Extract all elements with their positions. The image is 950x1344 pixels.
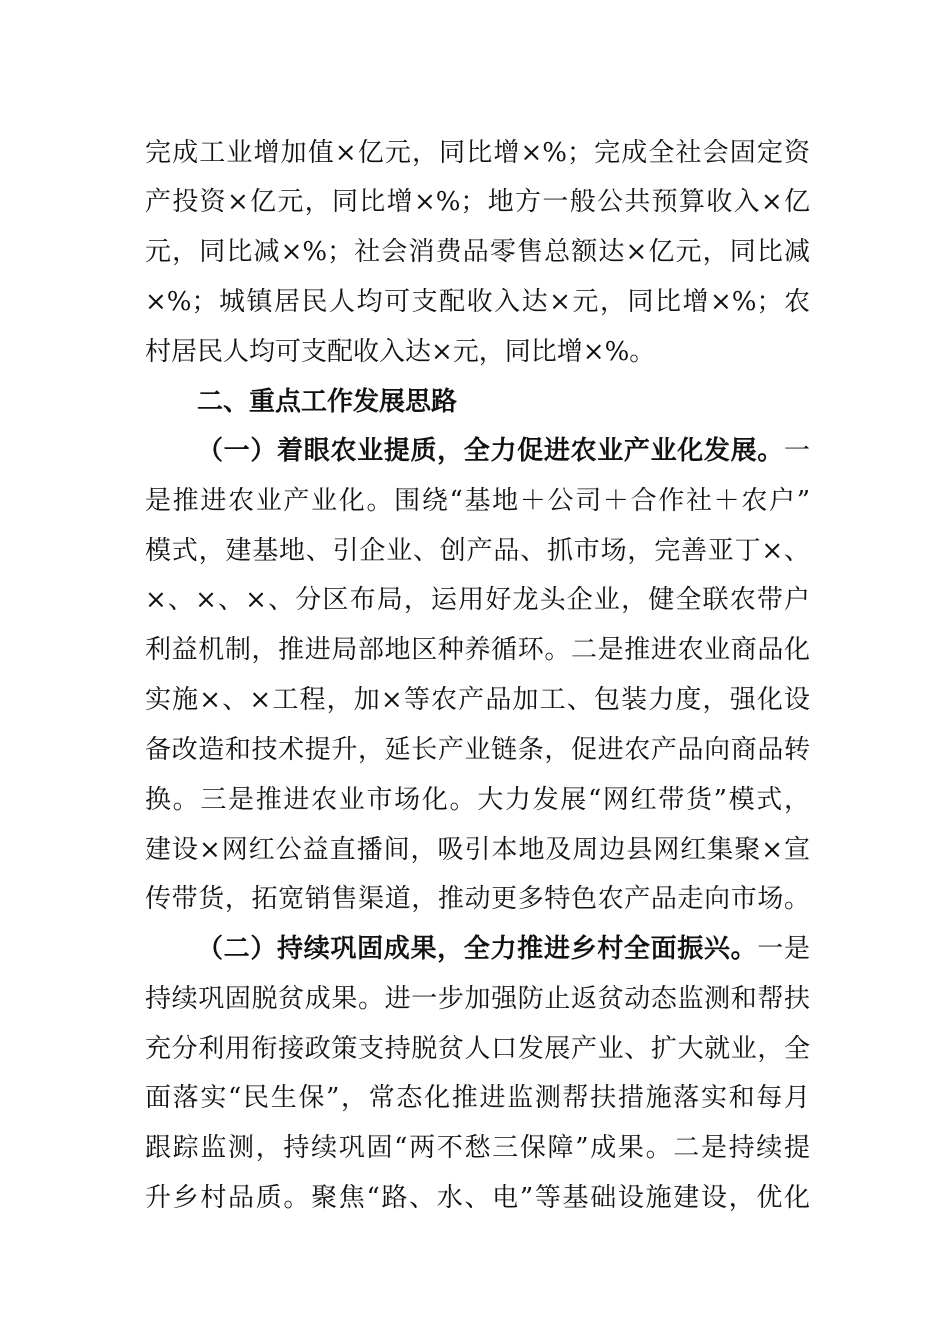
paragraph-line: 模式，建基地、引企业、创产品、抓市场，完善亚丁×、 [145, 536, 810, 566]
paragraph-line: 完成工业增加值×亿元，同比增×%；完成全社会固定资 [145, 138, 810, 168]
paragraph-line: 持续巩固脱贫成果。进一步加强防止返贫动态监测和帮扶 [145, 984, 810, 1014]
paragraph-line: 面落实“民生保”，常态化推进监测帮扶措施落实和每月 [145, 1083, 810, 1113]
paragraph-line: 建设×网红公益直播间，吸引本地及周边县网红集聚×宣 [145, 835, 810, 865]
paragraph-line: 产投资×亿元，同比增×%；地方一般公共预算收入×亿 [145, 187, 810, 217]
paragraph-line: 传带货，拓宽销售渠道，推动更多特色农产品走向市场。 [145, 884, 810, 914]
paragraph-line: ×、×、×、分区布局，运用好龙头企业，健全联农带户 [145, 585, 810, 615]
paragraph-line: ×%；城镇居民人均可支配收入达×元，同比增×%；农 [145, 287, 810, 317]
paragraph-lead-line [197, 431, 810, 471]
lead-continuation: 一 [783, 436, 810, 466]
paragraph-line: 升乡村品质。聚焦“路、水、电”等基础设施建设，优化 [145, 1183, 810, 1213]
subsection-heading: （一）着眼农业提质，全力促进农业产业化发展。 [197, 436, 784, 466]
paragraph-line: 是推进农业产业化。围绕“基地＋公司＋合作社＋农户” [145, 486, 810, 516]
section-heading: 二、重点工作发展思路 [197, 387, 458, 417]
paragraph-line: 换。三是推进农业市场化。大力发展“网红带货”模式， [145, 785, 810, 815]
paragraph-line: 备改造和技术提升，延长产业链条，促进农产品向商品转 [145, 735, 810, 765]
paragraph-line: 实施×、×工程，加×等农产品加工、包装力度，强化设 [145, 685, 810, 715]
subsection-heading: （二）持续巩固成果，全力推进乡村全面振兴。 [197, 934, 758, 964]
paragraph-lead-line [197, 929, 810, 969]
paragraph-line: 充分利用衔接政策支持脱贫人口发展产业、扩大就业，全 [145, 1034, 810, 1064]
paragraph-line: 元，同比减×%；社会消费品零售总额达×亿元，同比减 [145, 237, 810, 267]
paragraph-line: 利益机制，推进局部地区种养循环。二是推进农业商品化 [145, 635, 810, 665]
paragraph-line: 村居民人均可支配收入达×元，同比增×%。 [145, 337, 656, 367]
paragraph-line: 跟踪监测，持续巩固“两不愁三保障”成果。二是持续提 [145, 1133, 810, 1163]
lead-continuation: 一是 [757, 934, 810, 964]
